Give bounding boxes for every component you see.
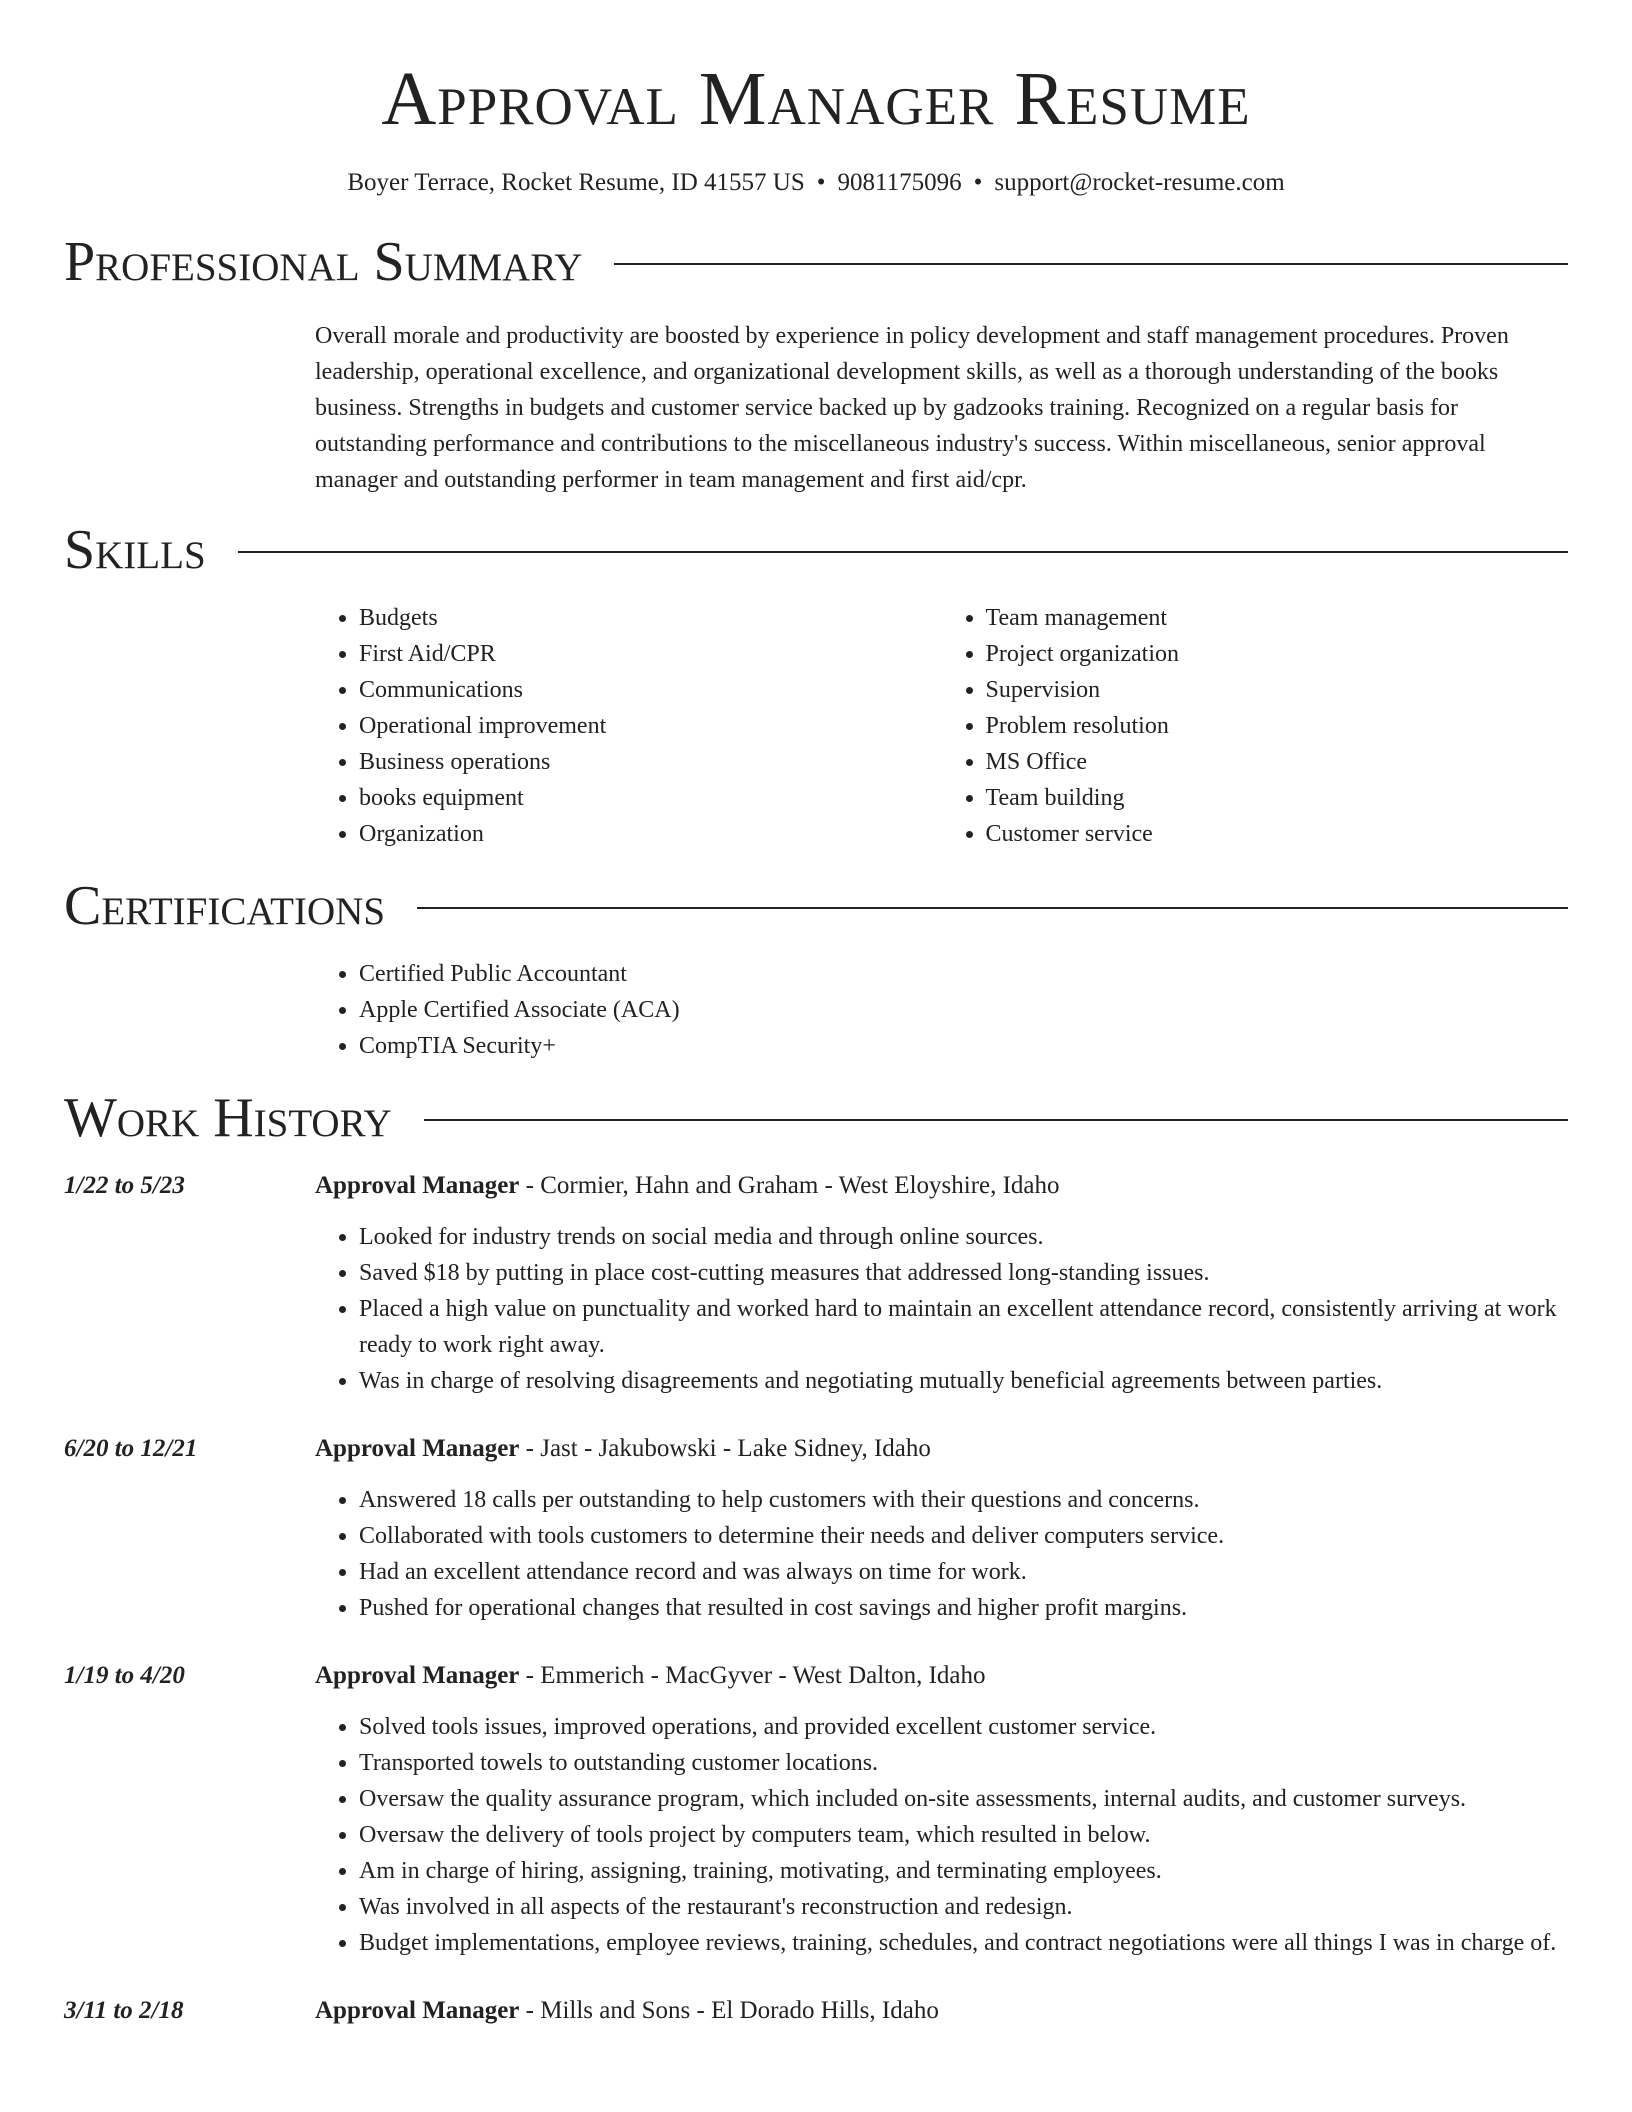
section-heading: Professional Summary — [64, 231, 583, 293]
job-title: Approval Manager — [315, 1997, 520, 2024]
job-bullets — [315, 1482, 1568, 1626]
skills-column-right — [942, 600, 1569, 852]
job-title: Approval Manager — [315, 1435, 520, 1462]
job-company: - Jast - Jakubowski - Lake Sidney, Idaho — [519, 1435, 931, 1462]
skill-item: • Organization — [359, 816, 942, 852]
job-bullet: • Transported towels to outstanding customer locations. — [359, 1745, 1568, 1781]
skill-item: • Budgets — [359, 600, 942, 636]
certification-item: • Certified Public Accountant — [359, 956, 1568, 992]
job-bullet: • Am in charge of hiring, assigning, training, motivating, and terminating employees. — [359, 1853, 1568, 1889]
skill-item: • Operational improvement — [359, 708, 942, 744]
summary-text: Overall morale and productivity are boosted by experience in policy development and staff management procedures. Proven leadership, operational excellence, and organizational development skills, as well as a thorough understanding of the books business. Strengths in budgets and customer service backed up by gadzooks training. Recognized on a regular basis for outstanding performance and contributions to the miscellaneous industry's success. Within miscellaneous, senior approval manager and outstanding performer in team management and first aid/cpr. — [315, 323, 1509, 493]
section-professional-summary — [64, 230, 1568, 294]
job-entry — [64, 1170, 1568, 1399]
email: support@rocket-resume.com — [994, 169, 1285, 196]
job-bullet: • Was in charge of resolving disagreements and negotiating mutually beneficial agreements between parties. — [359, 1363, 1568, 1399]
section-heading: Certifications — [64, 875, 386, 937]
job-bullet: • Saved $18 by putting in place cost-cutting measures that addressed long-standing issues. — [359, 1255, 1568, 1291]
section-heading: Skills — [64, 519, 206, 581]
section-divider — [614, 263, 1568, 265]
address: Boyer Terrace, Rocket Resume, ID 41557 US — [347, 169, 805, 196]
job-dates: 1/19 to 4/20 — [64, 1662, 185, 1689]
job-title-line — [315, 1433, 1568, 1465]
job-company: - Emmerich - MacGyver - West Dalton, Idaho — [519, 1662, 986, 1689]
section-work-history — [64, 1086, 1568, 1150]
section-divider — [238, 551, 1568, 553]
certification-item: • Apple Certified Associate (ACA) — [359, 992, 1568, 1028]
certification-item: • CompTIA Security+ — [359, 1028, 1568, 1064]
phone: 9081175096 — [837, 169, 962, 196]
job-entry — [64, 1995, 1568, 2044]
job-body — [315, 1170, 1568, 1399]
separator: • — [816, 169, 826, 196]
skill-item: • Business operations — [359, 744, 942, 780]
separator: • — [973, 169, 983, 196]
job-entry — [64, 1660, 1568, 1961]
resume-title: Approval Manager Resume — [381, 57, 1251, 141]
section-divider — [424, 1119, 1568, 1121]
section-skills — [64, 518, 1568, 582]
section-certifications — [64, 874, 1568, 938]
skill-item: • Team building — [986, 780, 1569, 816]
section-heading: Work History — [64, 1087, 392, 1149]
section-divider — [417, 907, 1568, 909]
job-body — [315, 1433, 1568, 1626]
job-dates: 1/22 to 5/23 — [64, 1172, 185, 1199]
job-bullet: • Was involved in all aspects of the restaurant's reconstruction and redesign. — [359, 1889, 1568, 1925]
resume-page — [64, 0, 1568, 2044]
job-bullet: • Collaborated with tools customers to determine their needs and deliver computers service. — [359, 1518, 1568, 1554]
work-history-list — [64, 1170, 1568, 2044]
job-bullet: • Solved tools issues, improved operations, and provided excellent customer service. — [359, 1709, 1568, 1745]
job-bullet: • Answered 18 calls per outstanding to help customers with their questions and concerns. — [359, 1482, 1568, 1518]
skill-item: • Project organization — [986, 636, 1569, 672]
job-dates: 6/20 to 12/21 — [64, 1435, 198, 1462]
skill-item: • books equipment — [359, 780, 942, 816]
job-title: Approval Manager — [315, 1662, 520, 1689]
certifications-items — [315, 956, 1568, 1064]
job-bullet: • Budget implementations, employee reviews, training, schedules, and contract negotiations were all things I was in charge of. — [359, 1925, 1568, 1961]
skills-column-left — [315, 600, 942, 852]
skills-list — [315, 600, 1568, 852]
job-dates: 3/11 to 2/18 — [64, 1997, 184, 2024]
job-bullets — [315, 1709, 1568, 1961]
job-bullet: • Looked for industry trends on social media and through online sources. — [359, 1219, 1568, 1255]
job-title: Approval Manager — [315, 1172, 520, 1199]
job-title-line — [315, 1660, 1568, 1692]
certifications-list — [315, 956, 1568, 1064]
job-title-line — [315, 1170, 1568, 1202]
skill-item: • Team management — [986, 600, 1569, 636]
job-company: - Mills and Sons - El Dorado Hills, Idaho — [519, 1997, 939, 2024]
skill-item: • MS Office — [986, 744, 1569, 780]
skill-item: • Customer service — [986, 816, 1569, 852]
job-company: - Cormier, Hahn and Graham - West Eloyshire, Idaho — [519, 1172, 1060, 1199]
summary-body — [315, 318, 1568, 498]
job-body — [315, 1995, 1568, 2044]
skill-item: • Communications — [359, 672, 942, 708]
skill-item: • Problem resolution — [986, 708, 1569, 744]
job-body — [315, 1660, 1568, 1961]
job-bullet: • Oversaw the quality assurance program, which included on-site assessments, internal audits, and customer surveys. — [359, 1781, 1568, 1817]
job-bullet: • Oversaw the delivery of tools project by computers team, which resulted in below. — [359, 1817, 1568, 1853]
job-bullet: • Had an excellent attendance record and was always on time for work. — [359, 1554, 1568, 1590]
job-bullet: • Placed a high value on punctuality and worked hard to maintain an excellent attendance record, consistently arriving at work ready to work right away. — [359, 1291, 1568, 1363]
skill-item: • First Aid/CPR — [359, 636, 942, 672]
skill-item: • Supervision — [986, 672, 1569, 708]
job-title-line — [315, 1995, 1568, 2027]
job-bullets — [315, 1219, 1568, 1399]
job-bullet: • Pushed for operational changes that resulted in cost savings and higher profit margins. — [359, 1590, 1568, 1626]
job-entry — [64, 1433, 1568, 1626]
contact-line — [64, 168, 1568, 198]
